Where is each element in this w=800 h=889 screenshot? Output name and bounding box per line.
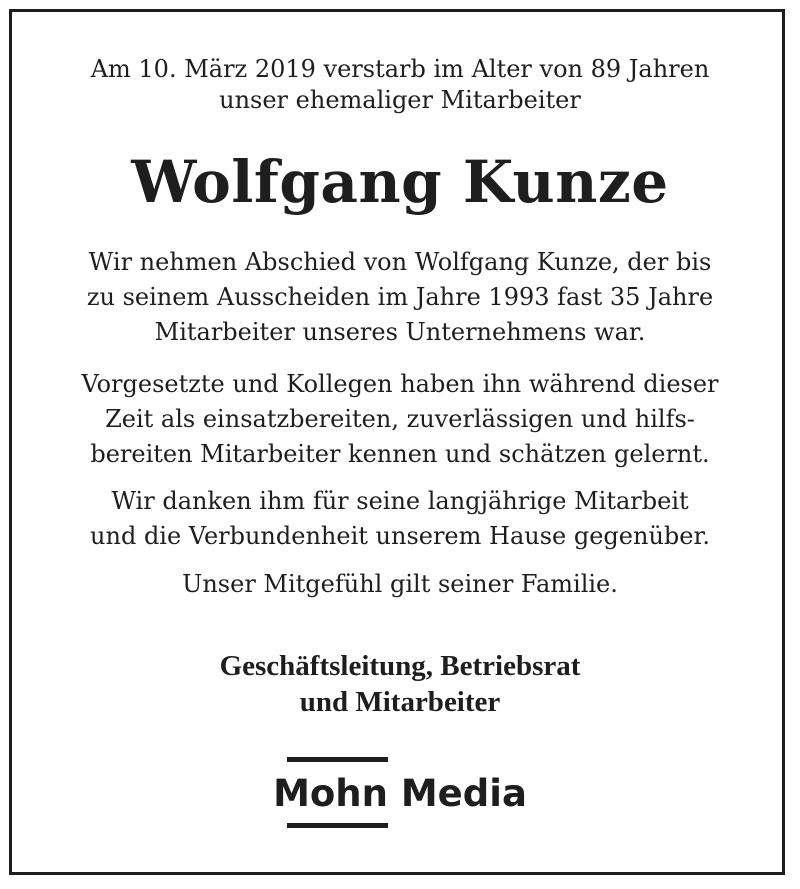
paragraph-farewell <box>0 245 800 350</box>
paragraph-line: Vorgesetzte und Kollegen haben ihn während dieser <box>81 370 719 398</box>
logo-wordmark: Mohn Media <box>273 772 527 815</box>
paragraph-line: und die Verbundenheit unserem Hause gegenüber. <box>90 522 710 550</box>
logo-top-bar <box>287 757 388 762</box>
paragraph-thanks <box>0 484 800 554</box>
intro-text <box>0 54 800 116</box>
signature-line: Geschäftsleitung, Betriebsrat <box>219 650 581 682</box>
signature-line: und Mitarbeiter <box>299 686 501 718</box>
deceased-name-heading: Wolfgang Kunze <box>131 148 669 216</box>
intro-line: Am 10. März 2019 verstarb im Alter von 89 Jahren <box>90 55 710 83</box>
paragraph-line: Mitarbeiter unseres Unternehmens war. <box>154 318 646 346</box>
logo-bottom-bar <box>287 823 388 828</box>
paragraph-line: zu seinem Ausscheiden im Jahre 1993 fast 35 Jahre <box>86 283 714 311</box>
paragraph-line: Wir danken ihm für seine langjährige Mitarbeit <box>111 487 689 515</box>
intro-line: unser ehemaliger Mitarbeiter <box>219 86 581 114</box>
paragraph-line: Zeit als einsatzbereiten, zuverlässigen und hilfs- <box>105 405 695 433</box>
signature-block <box>0 648 800 720</box>
paragraph-line: Wir nehmen Abschied von Wolfgang Kunze, der bis <box>88 248 712 276</box>
paragraph-line: bereiten Mitarbeiter kennen und schätzen gelernt. <box>90 440 710 468</box>
paragraph-colleagues <box>0 367 800 472</box>
paragraph-condolence: Unser Mitgefühl gilt seiner Familie. <box>182 570 618 598</box>
